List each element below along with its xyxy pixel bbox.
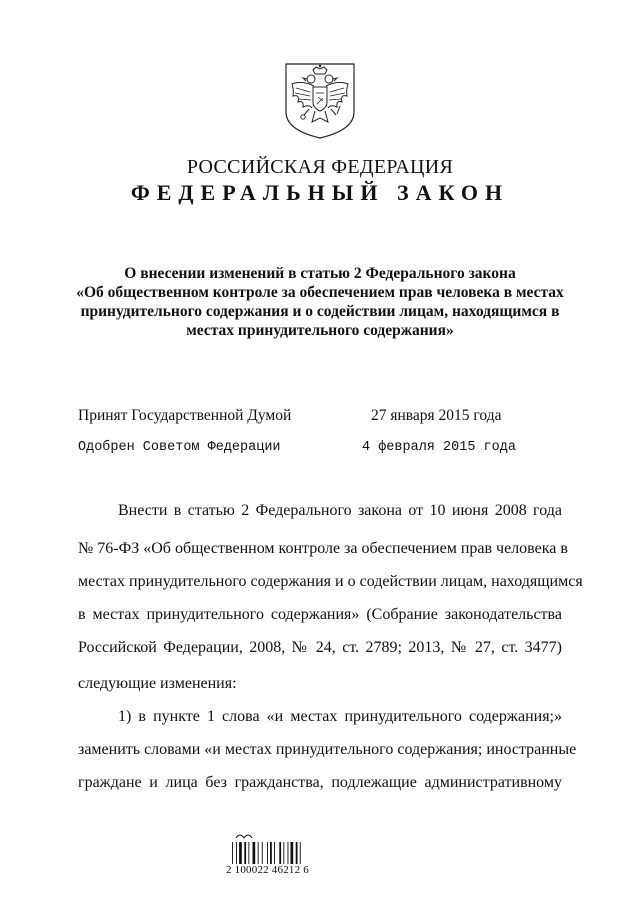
barcode	[226, 826, 316, 886]
body-line: в местах принудительного содержания» (Собрание законодательства	[78, 606, 562, 623]
body-line: следующие изменения:	[78, 675, 237, 692]
country-name: РОССИЙСКАЯ ФЕДЕРАЦИЯ	[186, 156, 454, 178]
body-line: граждане и лица без гражданства, подлежащие административному	[78, 774, 562, 791]
duma-adoption-label: Принят Государственной Думой	[78, 407, 292, 424]
body-line: № 76-ФЗ «Об общественном контроле за обеспечением прав человека в	[78, 540, 568, 557]
body-line: заменить словами «и местах принудительного содержания; иностранные	[78, 741, 577, 758]
body-line: местах принудительного содержания и о содействии лицам, находящимся	[78, 573, 583, 590]
council-approval-label: Одобрен Советом Федерации	[78, 440, 281, 455]
law-title-line: принудительного содержания и о содействии лицам, находящимся в	[80, 303, 560, 320]
law-title-line: местах принудительного содержания»	[186, 322, 454, 339]
law-title-line: «Об общественном контроле за обеспечением прав человека в местах	[76, 284, 564, 301]
body-line: Российской Федерации, 2008, № 24, ст. 2789; 2013, № 27, ст. 3477)	[78, 639, 562, 656]
body-line: Внести в статью 2 Федерального закона от 10 июня 2008 года	[118, 502, 562, 519]
law-title	[70, 264, 570, 340]
council-approval-date: 4 февраля 2015 года	[362, 440, 516, 455]
law-title-line: О внесении изменений в статью 2 Федерального закона	[124, 265, 516, 282]
body-line: 1) в пункте 1 слова «и местах принудительного содержания;»	[118, 708, 562, 725]
document-type-heading: ФЕДЕРАЛЬНЫЙ ЗАКОН	[130, 180, 510, 205]
coat-of-arms-emblem	[282, 60, 358, 140]
duma-adoption-date: 27 января 2015 года	[371, 407, 502, 424]
barcode-number: 2 100022 46212 6	[226, 864, 309, 876]
